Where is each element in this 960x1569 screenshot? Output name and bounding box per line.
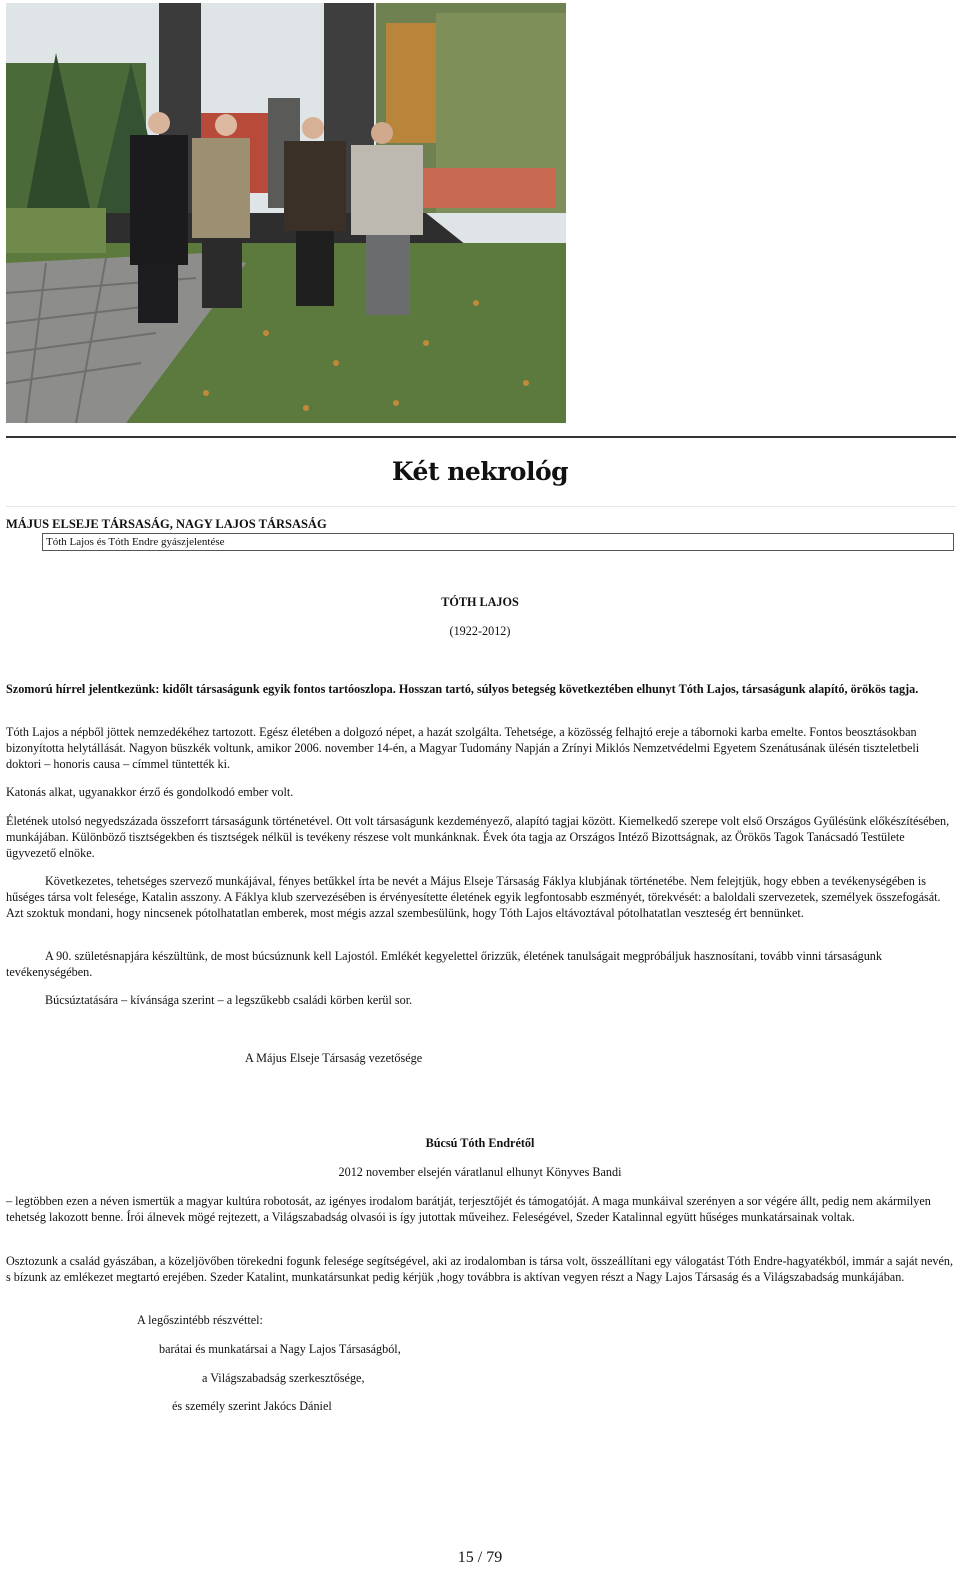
paragraph: Búcsúztatására – kívánsága szerint – a legszűkebb családi körben kerül sor. (45, 993, 413, 1007)
obituary-years: (1922-2012) (449, 624, 511, 638)
signature-line: és személy szerint Jakócs Dániel (172, 1399, 332, 1413)
paragraph: Osztozunk a család gyászában, a közeljövőben törekedni fogunk felesége segítségével, aki az irodalomban is társa volt, összeállítani egy válogatást Tóth Endre-hagyatékból, immár a saját nevén, s bízunk az emlékezet megtartó erejében. Szeder Katalint, munkatársunkat pedig kérjük ,hogy továbbra is aktívan vegyen részt a Nagy Lajos Társaság és a Világszabadság munkájában. (6, 1254, 954, 1284)
caption-box: Tóth Lajos és Tóth Endre gyászjelentése (42, 533, 954, 551)
signature-line: a Világszabadság szerkesztősége, (202, 1371, 365, 1385)
farewell-title: Búcsú Tóth Endrétől (425, 1136, 535, 1150)
paragraph: Katonás alkat, ugyanakkor érző és gondolkodó ember volt. (6, 785, 294, 799)
paragraph: Életének utolsó negyedszázada összeforrt társaságunk történetével. Ott volt társaságunk kezdeményező, alapító tagjai között. Kiemelkedő szerepe volt első Országos Gyűlésünk előkészítésében, munkájában. Különböző tisztségekben és tisztségek nélkül is tevékeny részese volt munkánknak. Évek óta tagja az Országos Intéző Bizottságnak, az Örökös Tagok Tanácsadó Testülete ügyvezető elnöke. (6, 814, 950, 860)
signature-line: A legőszintébb részvéttel: (137, 1313, 263, 1327)
signature-line: barátai és munkatársai a Nagy Lajos Társaságból, (159, 1342, 401, 1356)
title-rule (6, 506, 956, 507)
paragraph: Tóth Lajos a népből jöttek nemzedékéhez tartozott. Egész életében a dolgozó népet, a hazát szolgálta. Tehetsége, a közösség felhajtó ereje a tábornoki karba emelte. Fontos beosztásokban bizonyította helytállását. Nagyon büszkék voltunk, amikor 2006. november 14-én, a Magyar Tudomány Napján a Zrínyi Miklós Nemzetvédelmi Egyetem Szenátusának ülésén tiszteletbeli doktori – honoris causa – címmel tüntették ki. (6, 725, 920, 771)
paragraph: – legtöbben ezen a néven ismertük a magyar kultúra robotosát, az igényes irodalom barátját, terjesztőjét és támogatóját. A maga munkáival szerényen a sor végére állt, pedig nem akármilyen tehetség lakozott benne. Írói álnevek mögé rejtezett, a Világszabadság olvasói is így jutottak műveihez. Feleségével, Szeder Katalinnal együtt hűséges munkatársainak voltak. (6, 1194, 931, 1224)
obituary-name: TÓTH LAJOS (441, 595, 519, 609)
top-rule (6, 436, 956, 438)
farewell-subtitle: 2012 november elsején váratlanul elhunyt Könyves Bandi (338, 1165, 622, 1179)
signature: A Május Elseje Társaság vezetősége (245, 1051, 423, 1065)
paragraph: Következetes, tehetséges szervező munkájával, fényes betűkkel írta be nevét a Május Elseje Társaság Fáklya klubjának történetébe. Nem felejtjük, hogy ebben a tevékenységében is hűséges társa volt felesége, Katalin asszony. A Fáklya klub szervezésében is érvényesítette életének egyik legfontosabb eszményét, törekvését: a baloldali szervezetek, személyek összefogását. Azt szoktuk mondani, hogy nincsenek pótolhatatlan emberek, most mégis azzal szembesülünk, hogy Tóth Lajos eltávoztával pótolhatatlan veszteség ért bennünket. (6, 874, 941, 920)
page-number: 15 / 79 (457, 1549, 503, 1566)
header-photo (6, 3, 566, 423)
lead-paragraph: Szomorú hírrel jelentkezünk: kidőlt társaságunk egyik fontos tartóoszlopa. Hosszan tartó, súlyos betegség következtében elhunyt Tóth Lajos, társaságunk alapító, örökös tagja. (6, 682, 919, 696)
section-label: MÁJUS ELSEJE TÁRSASÁG, NAGY LAJOS TÁRSASÁG (6, 517, 327, 531)
paragraph: A 90. születésnapjára készültünk, de most búcsúznunk kell Lajostól. Emlékét kegyelettel őrizzük, életének tanulságait megpróbáljuk hasznosítani, tovább vinni társaságunk tevékenységében. (6, 949, 882, 979)
page-title: Két nekrológ (391, 457, 569, 486)
